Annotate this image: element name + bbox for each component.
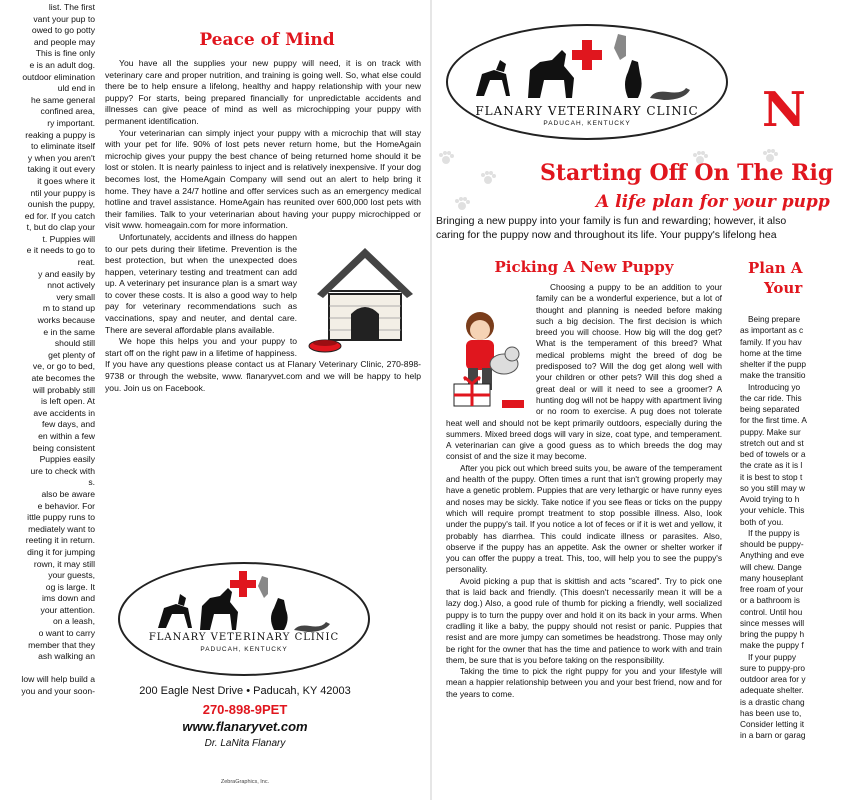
plan-line: your vehicle. This	[740, 505, 805, 516]
fragment-line: your attention.	[40, 604, 95, 615]
plan-line: so you still may w	[740, 482, 806, 493]
fragment-line: reeting it in return.	[25, 535, 95, 546]
fragment-line: ounish the puppy,	[27, 199, 95, 210]
clinic-logo-small	[118, 558, 370, 676]
fragment-line: get plenty of	[48, 349, 95, 360]
peace-paragraph: We hope this helps you and your puppy to start off on the right paw in a lifetime of happiness. If you have any questions please contact us at Flanary Veterinary Clinic, 270-898-9738 or through the website, www. flanaryvet.com and we will be happy to help you. Join us on Facebook.	[105, 336, 421, 393]
fragment-line: e in the same	[43, 326, 95, 337]
fragment-line: Puppies easily	[39, 454, 95, 465]
fragment-line: low will help build a	[21, 674, 95, 685]
fragment-line: ry important.	[47, 117, 95, 128]
plan-line: the crate as it is l	[740, 460, 803, 471]
fragment-line: ed for. If you catch	[24, 210, 95, 221]
fragment-line: on a leash,	[52, 616, 95, 627]
fragment-line: e it needs to go to	[26, 245, 95, 256]
plan-line: puppy. Make sur	[740, 426, 801, 437]
plan-column	[740, 314, 807, 742]
fragment-line: This is fine only	[35, 48, 95, 59]
address: 200 Eagle Nest Drive • Paducah, KY 42003	[139, 685, 351, 697]
fragment-line: en within a few	[38, 430, 95, 441]
plan-line: Avoid trying to h	[740, 494, 800, 504]
plan-line: has been use to,	[740, 707, 802, 718]
peace-paragraph: Your veterinarian can simply inject your puppy with a microchip that will stay with your pet for life. 90% of lost pets never return home, but the HomeAgain microchip gives your puppy the best chance of being returned home should it be lost or stolen. It is nearly painless to inject and is relatively inexpensive. If your dog becomes lost, the HomeAgain Company will send out an alert to help bring it home. They have a 24/7 hotline and offer services such as an emergency medical hotline and travel assistance. HomeAgain has reunited over 600,000 lost pets with their families. Talk to your veterinarian about having your puppy microchipped or visit www. homeagain.com for more information.	[105, 127, 421, 231]
fragment-line: e is an adult dog.	[29, 59, 95, 70]
fragment-line: e behavior. For	[37, 500, 95, 511]
doghouse-illustration	[303, 236, 421, 356]
fragment-line: ure to check with	[30, 465, 95, 476]
plan-line: in a barn or garag	[740, 730, 806, 741]
main-title: Starting Off On The Rig	[540, 160, 834, 186]
paw-print-icon	[438, 150, 454, 166]
plan-line: bed of towels or a	[740, 449, 806, 459]
clinic-logo-large	[446, 20, 728, 142]
fragment-line: ve, or go to bed,	[32, 361, 95, 372]
fragment-line: nnot actively	[47, 280, 95, 291]
fragment-line: mediately want to	[28, 523, 95, 534]
peace-of-mind-heading: Peace of Mind	[199, 30, 335, 50]
clinic-name: FLANARY VETERINARY CLINIC	[148, 632, 340, 643]
picking-body	[446, 282, 722, 700]
plan-line: adequate shelter.	[740, 685, 804, 696]
plan-line: since messes will	[740, 617, 805, 628]
fragment-line: t, but do clap your	[26, 222, 95, 233]
plan-line: free roam of your	[740, 584, 804, 594]
fragment-line: ittle puppy runs to	[27, 512, 95, 523]
fragment-line: to eliminate itself	[30, 141, 95, 152]
fragment-line: reat.	[77, 257, 95, 268]
paw-print-icon	[454, 196, 470, 212]
plan-line: control. Until hou	[740, 606, 803, 617]
fragment-line: vant your pup to	[33, 13, 95, 24]
fragment-line: and people may	[33, 36, 95, 47]
fragment-column	[0, 2, 95, 698]
fragment-line: being consistent	[32, 442, 95, 453]
plan-line: Consider letting it	[740, 719, 805, 729]
picking-heading: Picking A New Puppy	[494, 258, 674, 276]
plan-line: many houseplant	[740, 572, 804, 583]
fragment-line: outdoor elimination	[22, 71, 95, 82]
fragment-line: uld end in	[57, 83, 95, 94]
phone: 270-898-9PET	[202, 702, 288, 717]
intro-line: Bringing a new puppy into your family is fun and rewarding; however, it also	[436, 215, 787, 227]
fragment-line: he same general	[30, 94, 95, 105]
big-letter: N	[762, 82, 806, 138]
fragment-line: also be aware	[41, 488, 95, 499]
plan-heading-line: Plan A	[748, 259, 803, 277]
website-link[interactable]: www.flanaryvet.com	[182, 719, 308, 734]
fragment-line: m to stand up	[42, 303, 95, 314]
plan-line: Anything and eve	[740, 550, 805, 561]
fragment-line: your guests,	[48, 570, 95, 581]
paw-print-icon	[480, 170, 496, 186]
plan-line: sure to puppy-pro	[740, 662, 806, 673]
plan-line: make the transitio	[740, 370, 806, 381]
fragment-line: should still	[54, 338, 95, 349]
fragment-line: reaking a puppy is	[25, 129, 95, 140]
fragment-line: few days, and	[41, 419, 95, 430]
fragment-line: o want to carry	[38, 628, 95, 639]
plan-line: is a drastic chang	[740, 696, 805, 707]
picking-paragraph: Avoid picking a pup that is skittish and acts "scared". Try to pick one that is laid back and friendly. (This doesn't necessarily mean it will be a lazy dog.) Also, a good rule of thumb for picking a friendly, well socialized puppy is to turn the puppy over and hold it on its back in your arms. When cradling it like a baby, the puppy should not resist or panic. Puppies that resist and are more jumpy can sometimes be headstrong. Those may only be right for the owner that has the time and patience to work with and train them, be sure that is you before taking on the responsibility.	[446, 575, 722, 665]
fragment-line: member that they	[28, 639, 95, 650]
fragment-line: taking it out every	[27, 164, 95, 175]
plan-line: home at the time	[740, 347, 802, 358]
intro	[436, 214, 800, 242]
fragment-line: list. The first	[48, 2, 95, 12]
plan-line: shelter if the pupp	[740, 359, 806, 369]
fragment-line: works because	[37, 315, 95, 326]
fragment-line: ntil your puppy is	[30, 187, 95, 198]
clinic-city: PADUCAH, KENTUCKY	[200, 646, 288, 653]
doctor-name: Dr. LaNita Flanary	[204, 738, 286, 749]
child-with-puppy-illustration	[446, 304, 530, 412]
right-page	[432, 0, 834, 800]
plan-line: If your puppy	[748, 651, 796, 662]
plan-line: for the first time. A	[740, 415, 807, 426]
fragment-line: is left open. At	[41, 396, 95, 407]
fragment-line: ave accidents in	[33, 407, 95, 418]
plan-heading-line: Your	[764, 279, 803, 297]
peace-paragraph: You have all the supplies your new puppy will need, it is on track with veterinary care and proper nutrition, and training is going well. So, what else could there be to help ensure a lifelong, healthy and happy relationship with your new puppy? For starts, being prepared financially for unpredictable accidents and illnesses can give peace of mind as well as microchipping your puppy with permanent identification.	[105, 58, 421, 126]
plan-line: it is best to stop t	[740, 471, 803, 482]
plan-line: bring the puppy h	[740, 629, 805, 639]
fragment-line: confined area,	[40, 106, 95, 117]
plan-line: outdoor area for y	[740, 674, 806, 684]
plan-line: Introducing yo	[748, 381, 801, 392]
credit: ZebraGraphics, Inc.	[220, 779, 270, 785]
clinic-city: PADUCAH, KENTUCKY	[543, 120, 631, 127]
fragment-line: ate becomes the	[31, 373, 95, 383]
fragment-line: ims down and	[41, 593, 95, 604]
peace-paragraph: Unfortunately, accidents and illness do happen to our pets during their lifetime. Prevention is the best protection, but when the unexpected does happen, veterinary testing and treatment can add up. A veterinary pet insurance plan is a smart way to cover these costs. It is also a good way to help pay for veterinary recommendations such as vaccinations, spay and neuter, and dental care. There are several affordable plans available.	[105, 231, 297, 335]
plan-line: or a bathroom is	[740, 595, 800, 606]
plan-line: being separated	[740, 404, 800, 414]
fragment-line: og is large. It	[45, 581, 95, 592]
fragment-line: owed to go potty	[31, 25, 95, 36]
picking-paragraph: Taking the time to pick the right puppy for you and your lifestyle will mean a happier relationship between you and your best friend, now and for the years to come.	[446, 666, 722, 699]
picking-paragraph: After you pick out which breed suits you, be aware of the temperament and health of the puppy. Often times a runt that isn't growing properly may have a genetic problem. Puppies that are very lethargic or have runny eyes and noses may be sickly. Take notice if you see fleas or ticks on the puppy which will require prompt treatment to stop possible illness. Also, look under the puppy's tail. If you notice a lot of feces or if it is wet and yellow, it probably has diarrhea. This could indicate illness or parasites. Also, observe if the puppy has an appetite. Ask the owner or shelter worker if you can offer the puppy a treat. This, too, will help you to see the puppy's personality.	[446, 462, 722, 575]
fragment-line	[0, 663, 95, 675]
fragment-line: very small	[56, 291, 95, 302]
fragment-line: y when you aren't	[27, 152, 95, 163]
picking-paragraph: Choosing a puppy to be an addition to your family can be a wonderful experience, but a lot of thought and planning is needed before making such a big decision. The first decision is which breed you will choose. How big will the dog get? What is the temperament of this breed? What medical problems might the breed of dog be predisposed to? Will the dog get along well with your children or other pets? Will this dog shed a great deal or will it need to see a groomer? A hunting dog will not be happy with apartment living or no room to exercise. A pug does not tolerate heat well and should not be kept primarily outdoors, especially during the summers. Mixed breed dogs will vary in size, coat type, and temperament. A veterinarian can give a good guess as to which breeds the dog may consist of and the size it may become.	[446, 282, 722, 462]
plan-line: If the puppy is	[748, 527, 800, 538]
fragment-line: it goes where it	[37, 175, 95, 186]
plan-line: family. If you hav	[740, 336, 802, 347]
fragment-line: ding it for jumping	[27, 546, 95, 557]
plan-line: as important as c	[740, 325, 804, 336]
plan-line: Being prepare	[748, 314, 801, 324]
fragment-line: ash walking an	[38, 651, 95, 662]
plan-line: stretch out and st	[740, 437, 804, 448]
subtitle: A life plan for your pupp	[596, 192, 830, 212]
intro-line: caring for the puppy now and throughout its life. Your puppy's lifelong hea	[436, 229, 777, 241]
fragment-line: t. Puppies will	[42, 233, 95, 244]
plan-line: the car ride. This	[740, 392, 802, 403]
peace-of-mind-body	[105, 58, 421, 394]
fragment-line: rown, it may still	[33, 558, 95, 569]
fragment-line: s.	[88, 477, 95, 488]
fragment-line: you and your soon-	[21, 686, 95, 697]
clinic-name: FLANARY VETERINARY CLINIC	[475, 104, 699, 118]
plan-line: make the puppy f	[740, 640, 804, 651]
plan-heading	[742, 258, 822, 298]
fragment-line: will probably still	[32, 384, 95, 395]
plan-line: will chew. Dange	[740, 561, 802, 572]
plan-line: should be puppy-	[740, 539, 804, 549]
plan-line: both of you.	[740, 516, 784, 527]
fragment-line: y and easily by	[38, 268, 95, 279]
